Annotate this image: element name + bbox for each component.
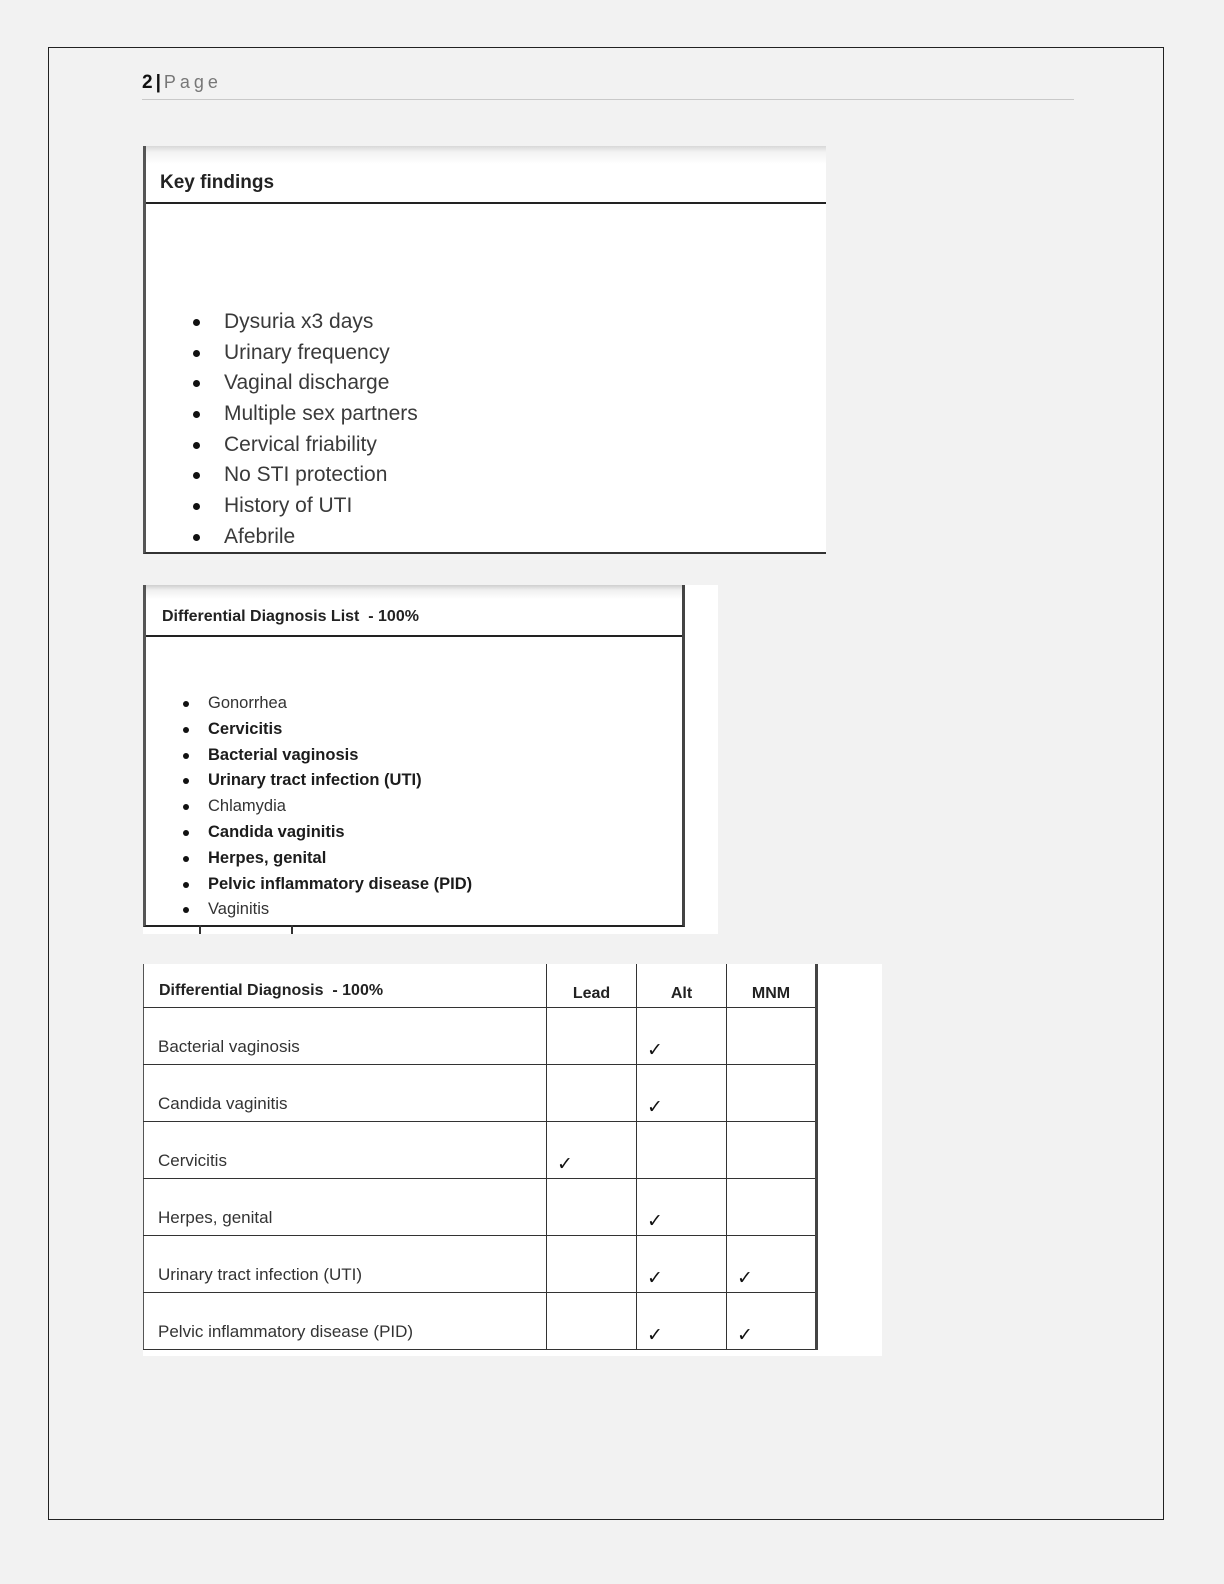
key-finding-text: Multiple sex partners xyxy=(224,402,418,426)
key-finding-item xyxy=(191,522,418,553)
differential-table-panel xyxy=(143,964,882,1356)
mnm-cell xyxy=(727,1121,817,1178)
key-finding-text: Cervical friability xyxy=(224,432,377,456)
checkmark-icon: ✓ xyxy=(557,1153,573,1175)
differential-table xyxy=(143,964,818,1350)
differential-list-item xyxy=(180,846,472,872)
bullet-icon xyxy=(183,804,189,810)
lead-cell xyxy=(547,1292,637,1349)
bullet-icon xyxy=(183,907,189,913)
lead-cell xyxy=(547,1178,637,1235)
differential-list-item xyxy=(180,897,472,923)
key-finding-item xyxy=(191,307,418,338)
differential-list-item xyxy=(180,691,472,717)
key-finding-item xyxy=(191,430,418,461)
table-row xyxy=(144,1292,817,1349)
diagnosis-cell: Cervicitis xyxy=(144,1121,547,1178)
key-finding-text: Afebrile xyxy=(224,524,296,548)
mnm-cell xyxy=(727,1007,817,1064)
differential-item-text: Chlamydia xyxy=(208,797,286,816)
differential-list-box xyxy=(143,585,685,927)
key-finding-text: Urinary frequency xyxy=(224,340,390,364)
key-finding-item xyxy=(191,338,418,369)
key-findings-title: Key findings xyxy=(160,172,275,193)
checkmark-icon: ✓ xyxy=(737,1267,753,1289)
page-header xyxy=(142,72,1074,100)
diagnosis-cell: Pelvic inflammatory disease (PID) xyxy=(144,1292,547,1349)
differential-item-text: Candida vaginitis xyxy=(208,822,345,841)
table-row xyxy=(144,1007,817,1064)
diagnosis-cell: Candida vaginitis xyxy=(144,1064,547,1121)
key-finding-text: History of UTI xyxy=(224,494,353,518)
table-row xyxy=(144,1178,817,1235)
differential-item-text: Pelvic inflammatory disease (PID) xyxy=(208,874,473,893)
column-header-alt: Alt xyxy=(637,964,727,1007)
lead-cell xyxy=(547,1007,637,1064)
lead-cell xyxy=(547,1064,637,1121)
differential-item-text: Bacterial vaginosis xyxy=(208,745,359,764)
lead-cell xyxy=(547,1235,637,1292)
bullet-icon xyxy=(183,701,189,707)
column-header-lead: Lead xyxy=(547,964,637,1007)
differential-item-text: Vaginitis xyxy=(208,900,270,919)
mnm-cell xyxy=(727,1064,817,1121)
differential-list-panel xyxy=(143,585,718,934)
bullet-icon xyxy=(183,727,189,733)
alt-cell xyxy=(637,1292,727,1349)
bullet-icon xyxy=(193,319,200,326)
mnm-cell xyxy=(727,1235,817,1292)
differential-list-item xyxy=(180,768,472,794)
checkmark-icon: ✓ xyxy=(647,1096,663,1118)
lead-cell xyxy=(547,1121,637,1178)
key-finding-text: No STI protection xyxy=(224,463,388,487)
bullet-icon xyxy=(183,882,189,888)
checkmark-icon: ✓ xyxy=(737,1324,753,1346)
differential-list-item xyxy=(180,820,472,846)
differential-item-text: Cervicitis xyxy=(208,719,283,738)
key-finding-item xyxy=(191,399,418,430)
checkmark-icon: ✓ xyxy=(647,1267,663,1289)
key-findings-list xyxy=(191,307,418,553)
bullet-icon xyxy=(193,350,200,357)
bullet-icon xyxy=(193,472,200,479)
key-findings-panel xyxy=(143,146,826,554)
key-finding-item xyxy=(191,460,418,491)
table-edge-mark xyxy=(291,925,293,934)
bullet-icon xyxy=(193,380,200,387)
bullet-icon xyxy=(183,778,189,784)
page-number: 2 xyxy=(142,72,153,93)
key-finding-text: Vaginal discharge xyxy=(224,371,390,395)
diagnosis-cell: Bacterial vaginosis xyxy=(144,1007,547,1064)
alt-cell xyxy=(637,1178,727,1235)
differential-item-text: Herpes, genital xyxy=(208,848,327,867)
checkmark-icon: ✓ xyxy=(647,1210,663,1232)
differential-list-header xyxy=(146,585,682,637)
checkmark-icon: ✓ xyxy=(647,1039,663,1061)
bullet-icon xyxy=(183,830,189,836)
differential-list-title: Differential Diagnosis List - 100% xyxy=(162,608,419,625)
table-edge-mark xyxy=(199,925,201,934)
diagnosis-cell: Herpes, genital xyxy=(144,1178,547,1235)
key-finding-item xyxy=(191,491,418,522)
mnm-cell xyxy=(727,1292,817,1349)
page-separator: | xyxy=(155,72,161,93)
table-row xyxy=(144,1121,817,1178)
bullet-icon xyxy=(193,442,200,449)
differential-list-item xyxy=(180,743,472,769)
bullet-icon xyxy=(183,753,189,759)
mnm-cell xyxy=(727,1178,817,1235)
differential-list-item xyxy=(180,717,472,743)
key-finding-item xyxy=(191,368,418,399)
differential-list-item xyxy=(180,872,472,898)
differential-list-items xyxy=(180,691,472,923)
alt-cell xyxy=(637,1064,727,1121)
bullet-icon xyxy=(183,856,189,862)
column-header-diagnosis: Differential Diagnosis - 100% xyxy=(144,964,547,1007)
checkmark-icon: ✓ xyxy=(647,1324,663,1346)
key-findings-header xyxy=(146,146,826,204)
bullet-icon xyxy=(193,411,200,418)
differential-item-text: Gonorrhea xyxy=(208,694,287,712)
alt-cell xyxy=(637,1121,727,1178)
page-word: Page xyxy=(163,72,222,92)
bullet-icon xyxy=(193,534,200,541)
differential-list-item xyxy=(180,794,472,820)
table-row xyxy=(144,1064,817,1121)
column-header-mnm: MNM xyxy=(727,964,817,1007)
alt-cell xyxy=(637,1235,727,1292)
alt-cell xyxy=(637,1007,727,1064)
key-finding-text: Dysuria x3 days xyxy=(224,310,374,333)
diagnosis-cell: Urinary tract infection (UTI) xyxy=(144,1235,547,1292)
bullet-icon xyxy=(193,503,200,510)
table-header-row xyxy=(144,964,817,1007)
differential-item-text: Urinary tract infection (UTI) xyxy=(208,771,422,790)
table-body xyxy=(144,1007,817,1349)
table-row xyxy=(144,1235,817,1292)
